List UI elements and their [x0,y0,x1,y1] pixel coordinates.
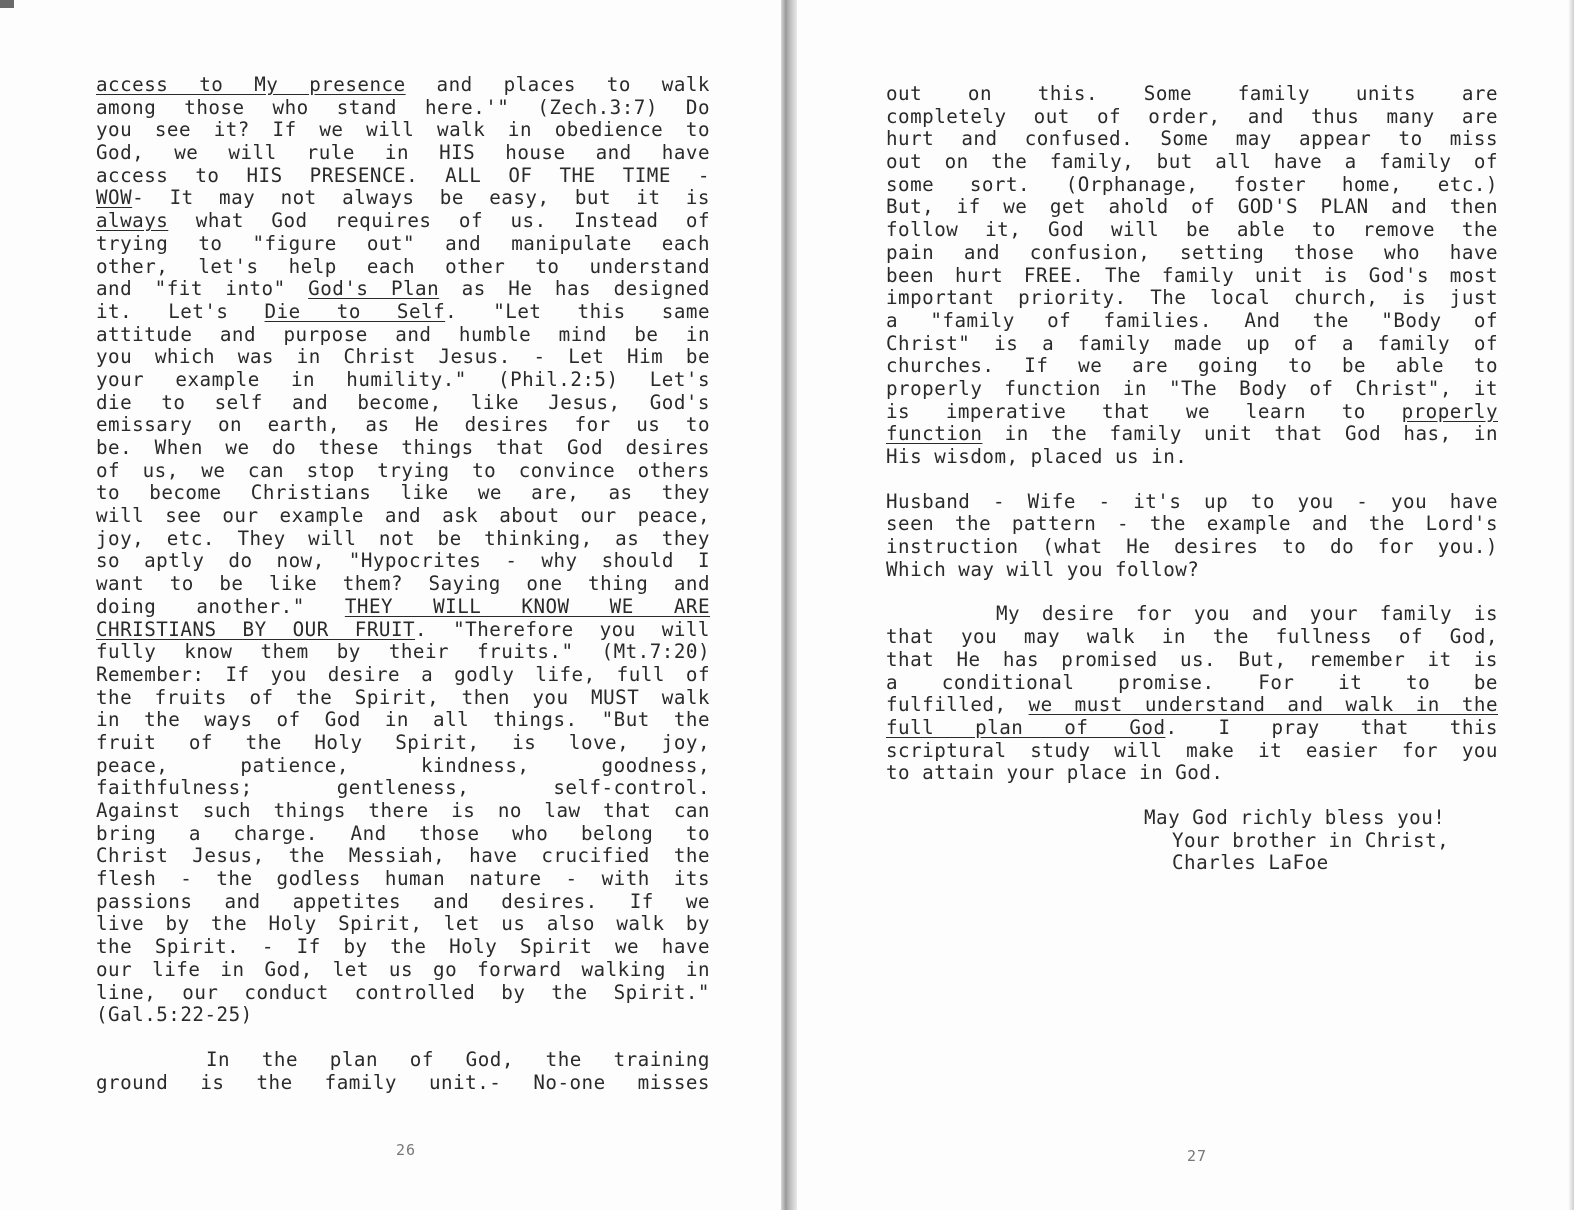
text-line [886,536,1498,559]
text-run: been hurt FREE. The family unit is God's most [886,263,1498,287]
left-page-text [96,74,710,1094]
text-run: follow it, God will be able to remove the [886,218,1498,242]
text-run: Remember: If you desire a godly life, full of [96,662,710,686]
left-paragraph [96,74,710,1027]
text-run: out on the family, but all have a family of [886,150,1498,174]
text-line [886,128,1498,151]
text-run: Christ Jesus, the Messiah, have crucified the [96,844,710,868]
text-line [96,119,710,142]
text-run: seen the pattern - the example and the Lord's [886,512,1498,536]
text-line [886,333,1498,356]
text-run: that you may walk in the fullness of God, [886,625,1498,649]
text-line [96,550,710,573]
text-run: instruction (what He desires to do for you.) [886,535,1498,559]
text-run: Husband - Wife - it's up to you - you have [886,489,1498,513]
text-line [96,619,710,642]
text-run: important priority. The local church, is just [886,286,1498,310]
text-line [886,740,1498,763]
page-number-left: 26 [396,1141,417,1159]
text-line [886,626,1498,649]
text-run: - It may not always be easy, but it is [132,186,710,210]
text-line [886,423,1498,446]
underlined-phrase: Die to Self [264,299,446,323]
text-run: emissary on earth, as He desires for us to [96,413,710,437]
text-run: In the plan of God, the training [206,1047,710,1071]
text-line [96,1004,710,1027]
text-line [96,823,710,846]
text-line [96,641,710,664]
text-run: joy, etc. They will not be thinking, as they [96,526,710,550]
text-line [96,210,710,233]
text-line [886,242,1498,265]
text-run: . I pray that this [1165,715,1498,739]
text-line [96,482,710,505]
text-run: attitude and purpose and humble mind be in [96,322,710,346]
text-line [886,717,1498,740]
page-number-right: 27 [1187,1147,1208,1165]
text-run: as He has designed [439,277,710,301]
right-paragraph [886,603,1498,785]
text-run: and places to walk [405,73,710,96]
text-line [886,83,1498,106]
text-line [96,165,710,188]
text-line [886,265,1498,288]
text-run: live by the Holy Spirit, let us also walk by [96,912,710,936]
closing-signature [1144,807,1498,875]
text-run: scriptural study will make it easier for you [886,738,1498,762]
text-run: and "fit into" [96,277,309,301]
underlined-phrase: WOW [96,186,133,210]
text-run: a "family of families. And the "Body of [886,308,1498,332]
underlined-phrase: THEY WILL KNOW WE ARE [344,594,710,618]
underlined-phrase: function [886,422,983,446]
text-run: to attain your place in God. [886,761,1224,785]
text-run: properly function in "The Body of Christ", it [886,376,1498,400]
text-line [96,233,710,256]
text-run: so aptly do now, "Hypocrites - why should I [96,549,710,573]
text-line [96,278,710,301]
text-run: access to HIS PRESENCE. ALL OF THE TIME - [96,163,710,187]
text-line [886,559,1498,582]
right-paragraph [886,83,1498,469]
text-line [96,324,710,347]
text-line [96,687,710,710]
text-run: bring a charge. And those who belong to [96,821,710,845]
text-line [886,106,1498,129]
text-line [96,845,710,868]
text-line [96,755,710,778]
text-run: be. When we do these things that God desires [96,436,710,459]
text-run: ground is the family unit.- No-one misses [96,1070,710,1094]
text-run: My desire for you and your family is [996,602,1498,626]
text-run: your example in humility." (Phil.2:5) Let's [96,367,710,391]
text-run: it. Let's [96,299,265,323]
text-line [96,982,710,1005]
text-run: . "Therefore you will [415,617,710,641]
text-run: what God requires of us. Instead of [168,209,710,233]
text-line [886,491,1498,514]
text-run: His wisdom, placed us in. [886,445,1188,468]
text-run: God, we will rule in HIS house and have [96,141,710,165]
text-run: the fruits of the Spirit, then you MUST walk [96,685,710,709]
text-line [96,256,710,279]
text-line [886,174,1498,197]
text-run: the Spirit. - If by the Holy Spirit we have [96,935,710,959]
text-run: fruit of the Holy Spirit, is love, joy, [96,730,710,754]
text-line [886,151,1498,174]
text-line [96,142,710,165]
text-line [886,287,1498,310]
text-run: you which was in Christ Jesus. - Let Him be [96,345,710,369]
underlined-phrase: access to My presence [96,73,406,96]
text-run: Against such things there is no law that can [96,799,710,822]
text-run: (Gal.5:22-25) [96,1003,253,1027]
text-run: to become Christians like we are, as they [96,481,710,505]
text-run: passions and appetites and desires. If we [96,889,710,913]
text-run: Christ" is a family made up of a family of [886,331,1498,355]
text-run: But, if we get ahold of GOD'S PLAN and then [886,195,1498,219]
text-line [96,97,710,120]
text-line [96,868,710,891]
text-line [886,694,1498,717]
text-line [96,1072,710,1095]
text-line [96,573,710,596]
text-line [96,528,710,551]
page-edge-shadow [1568,0,1574,1210]
underlined-phrase: God's Plan [308,277,440,301]
text-run: completely out of order, and thus many are [886,104,1498,128]
text-run: faithfulness; gentleness, self-control. [96,776,710,800]
text-line [886,672,1498,695]
text-run: churches. If we are going to be able to [886,354,1498,378]
closing-signature: Charles LaFoe [1172,851,1329,875]
text-line [886,649,1498,672]
text-line [96,891,710,914]
text-run: you see it? If we will walk in obedience to [96,118,710,142]
text-run: some sort. (Orphanage, foster home, etc.) [886,172,1498,196]
text-line [886,446,1498,469]
text-line [96,732,710,755]
underlined-phrase: always [96,209,169,233]
closing-valediction: Your brother in Christ, [1172,828,1450,852]
text-line [96,392,710,415]
text-run: pain and confusion, setting those who have [886,240,1498,264]
text-run: line, our conduct controlled by the Spirit." [96,980,710,1004]
text-run: doing another." [96,594,345,618]
text-run: is imperative that we learn to [886,399,1402,423]
text-run: fully know them by their fruits." (Mt.7:20) [96,640,710,664]
closing-blessing: May God richly bless you! [1144,805,1446,829]
text-run: our life in God, let us go forward walking in [96,957,710,981]
right-page-text [886,83,1498,875]
text-line [886,310,1498,333]
text-line [96,74,710,97]
text-line [96,437,710,460]
right-paragraph [886,491,1498,582]
text-line [96,187,710,210]
text-line [96,959,710,982]
text-run: among those who stand here.'" (Zech.3:7) Do [96,95,710,119]
text-line [96,800,710,823]
text-line [96,709,710,732]
text-run: out on this. Some family units are [886,82,1498,105]
text-run: in the family unit that God has, in [982,422,1498,446]
text-line [96,460,710,483]
text-line [96,346,710,369]
text-line [886,401,1498,424]
text-line [886,196,1498,219]
text-run: of us, we can stop trying to convince others [96,458,710,482]
underlined-phrase: CHRISTIANS BY OUR FRUIT [96,617,416,641]
text-line [886,513,1498,536]
text-run: peace, patience, kindness, goodness, [96,753,710,777]
text-line [96,414,710,437]
book-gutter [781,0,797,1210]
scan-corner-mark [0,0,14,8]
text-line [96,301,710,324]
text-run: hurt and confused. Some may appear to miss [886,127,1498,151]
underlined-phrase: properly [1401,399,1498,423]
text-run: want to be like them? Saying one thing and [96,572,710,596]
text-run: . "Let this same [445,299,710,323]
text-line [886,762,1498,785]
text-line [96,505,710,528]
text-run: will see our example and ask about our peace, [96,504,710,528]
text-line [96,369,710,392]
text-line [886,355,1498,378]
text-run: in the ways of God in all things. "But the [96,708,710,732]
underlined-phrase: we must understand and walk in the [1028,693,1498,717]
text-line [96,1049,710,1072]
text-run: flesh - the godless human nature - with its [96,867,710,891]
text-line [96,936,710,959]
text-run: fulfilled, [886,693,1029,717]
text-run: die to self and become, like Jesus, God's [96,390,710,414]
text-run: trying to "figure out" and manipulate each [96,231,710,255]
text-run: that He has promised us. But, remember it is [886,647,1498,671]
text-line [96,596,710,619]
text-line [96,913,710,936]
underlined-phrase: full plan of God [886,715,1166,739]
text-line [96,664,710,687]
text-line [886,219,1498,242]
left-paragraph [96,1049,710,1094]
text-line [96,777,710,800]
text-run: Which way will you follow? [886,557,1200,581]
text-run: other, let's help each other to understand [96,254,710,278]
text-line [886,603,1498,626]
text-line [886,378,1498,401]
text-run: a conditional promise. For it to be [886,670,1498,694]
